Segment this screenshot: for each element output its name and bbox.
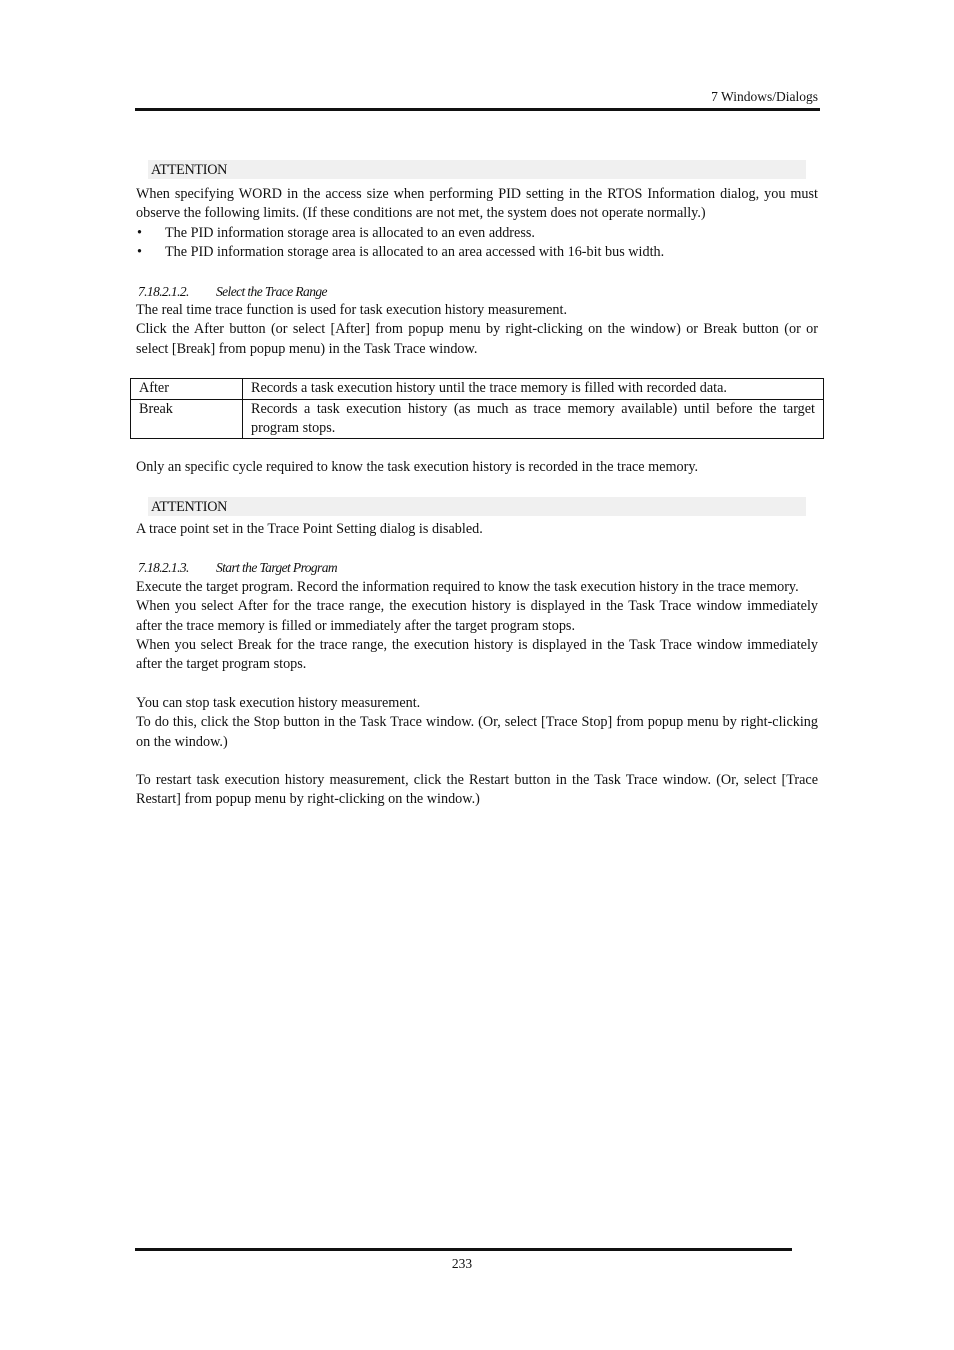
paragraph: Only an specific cycle required to know the task execution history is recorded in the trace memory.: [136, 459, 699, 476]
section-number: 7.18.2.1.3.: [138, 560, 189, 576]
paragraph: To do this, click the Stop button in the Task Trace window. (Or, select [Trace Stop] from popup menu by right-clicking on the window.): [136, 714, 818, 750]
paragraph: The real time trace function is used for task execution history measurement.: [136, 302, 567, 319]
trace-range-table: [130, 378, 824, 439]
paragraph: Execute the target program. Record the information required to know the task execution history in the trace memory.: [136, 578, 799, 595]
section-number: 7.18.2.1.2.: [138, 283, 189, 299]
table-cell-description: Records a task execution history (as much as trace memory available) until before the target program stops.: [243, 399, 824, 439]
bullet-item: • The PID information storage area is allocated to an even address.: [136, 224, 818, 243]
paragraph: When you select Break for the trace range, the execution history is displayed in the Task Trace window immediately after the target program stops.: [136, 636, 818, 673]
attention-bullet-list: [136, 224, 818, 263]
attention-heading: ATTENTION: [148, 497, 806, 516]
section-title: Start the Target Program: [216, 560, 337, 576]
bullet-item: • The PID information storage area is allocated to an area accessed with 16-bit bus width.: [136, 243, 818, 262]
table-cell-description: Records a task execution history until the trace memory is filled with recorded data.: [243, 379, 824, 399]
section-title: Select the Trace Range: [216, 283, 327, 299]
table-cell-key: After: [131, 379, 243, 399]
header-rule: [135, 108, 820, 111]
attention-heading: ATTENTION: [148, 160, 806, 179]
table-cell-key: Break: [131, 399, 243, 439]
section-heading-trace-range: [138, 282, 818, 301]
paragraph: Click the After button (or select [After] from popup menu by right-clicking on the window) or Break button (or or select [Break] from popup menu) in the Task Trace window.: [136, 321, 818, 357]
section-heading-start-program: [138, 558, 818, 577]
running-header: 7 Windows/Dialogs: [711, 89, 818, 104]
attention-paragraph: When specifying WORD in the access size when performing PID setting in the RTOS Information dialog, you must observe the following limits. (If these conditions are not met, the system does not operate normally.): [136, 186, 818, 222]
table-row: [131, 399, 824, 439]
paragraph: When you select After for the trace range, the execution history is displayed in the Task Trace window immediately after the trace memory is filled or immediately after the target program stops.: [136, 598, 818, 634]
page-content: [136, 160, 818, 810]
paragraph: To restart task execution history measurement, click the Restart button in the Task Trace window. (Or, select [Trace Restart] from popup menu by right-clicking on the window.): [136, 771, 818, 808]
attention-paragraph: A trace point set in the Trace Point Setting dialog is disabled.: [136, 520, 483, 537]
paragraph: You can stop task execution history measurement.: [136, 694, 421, 711]
footer-rule: [135, 1248, 792, 1251]
page-number: 233: [451, 1256, 473, 1271]
table-row: [131, 379, 824, 399]
